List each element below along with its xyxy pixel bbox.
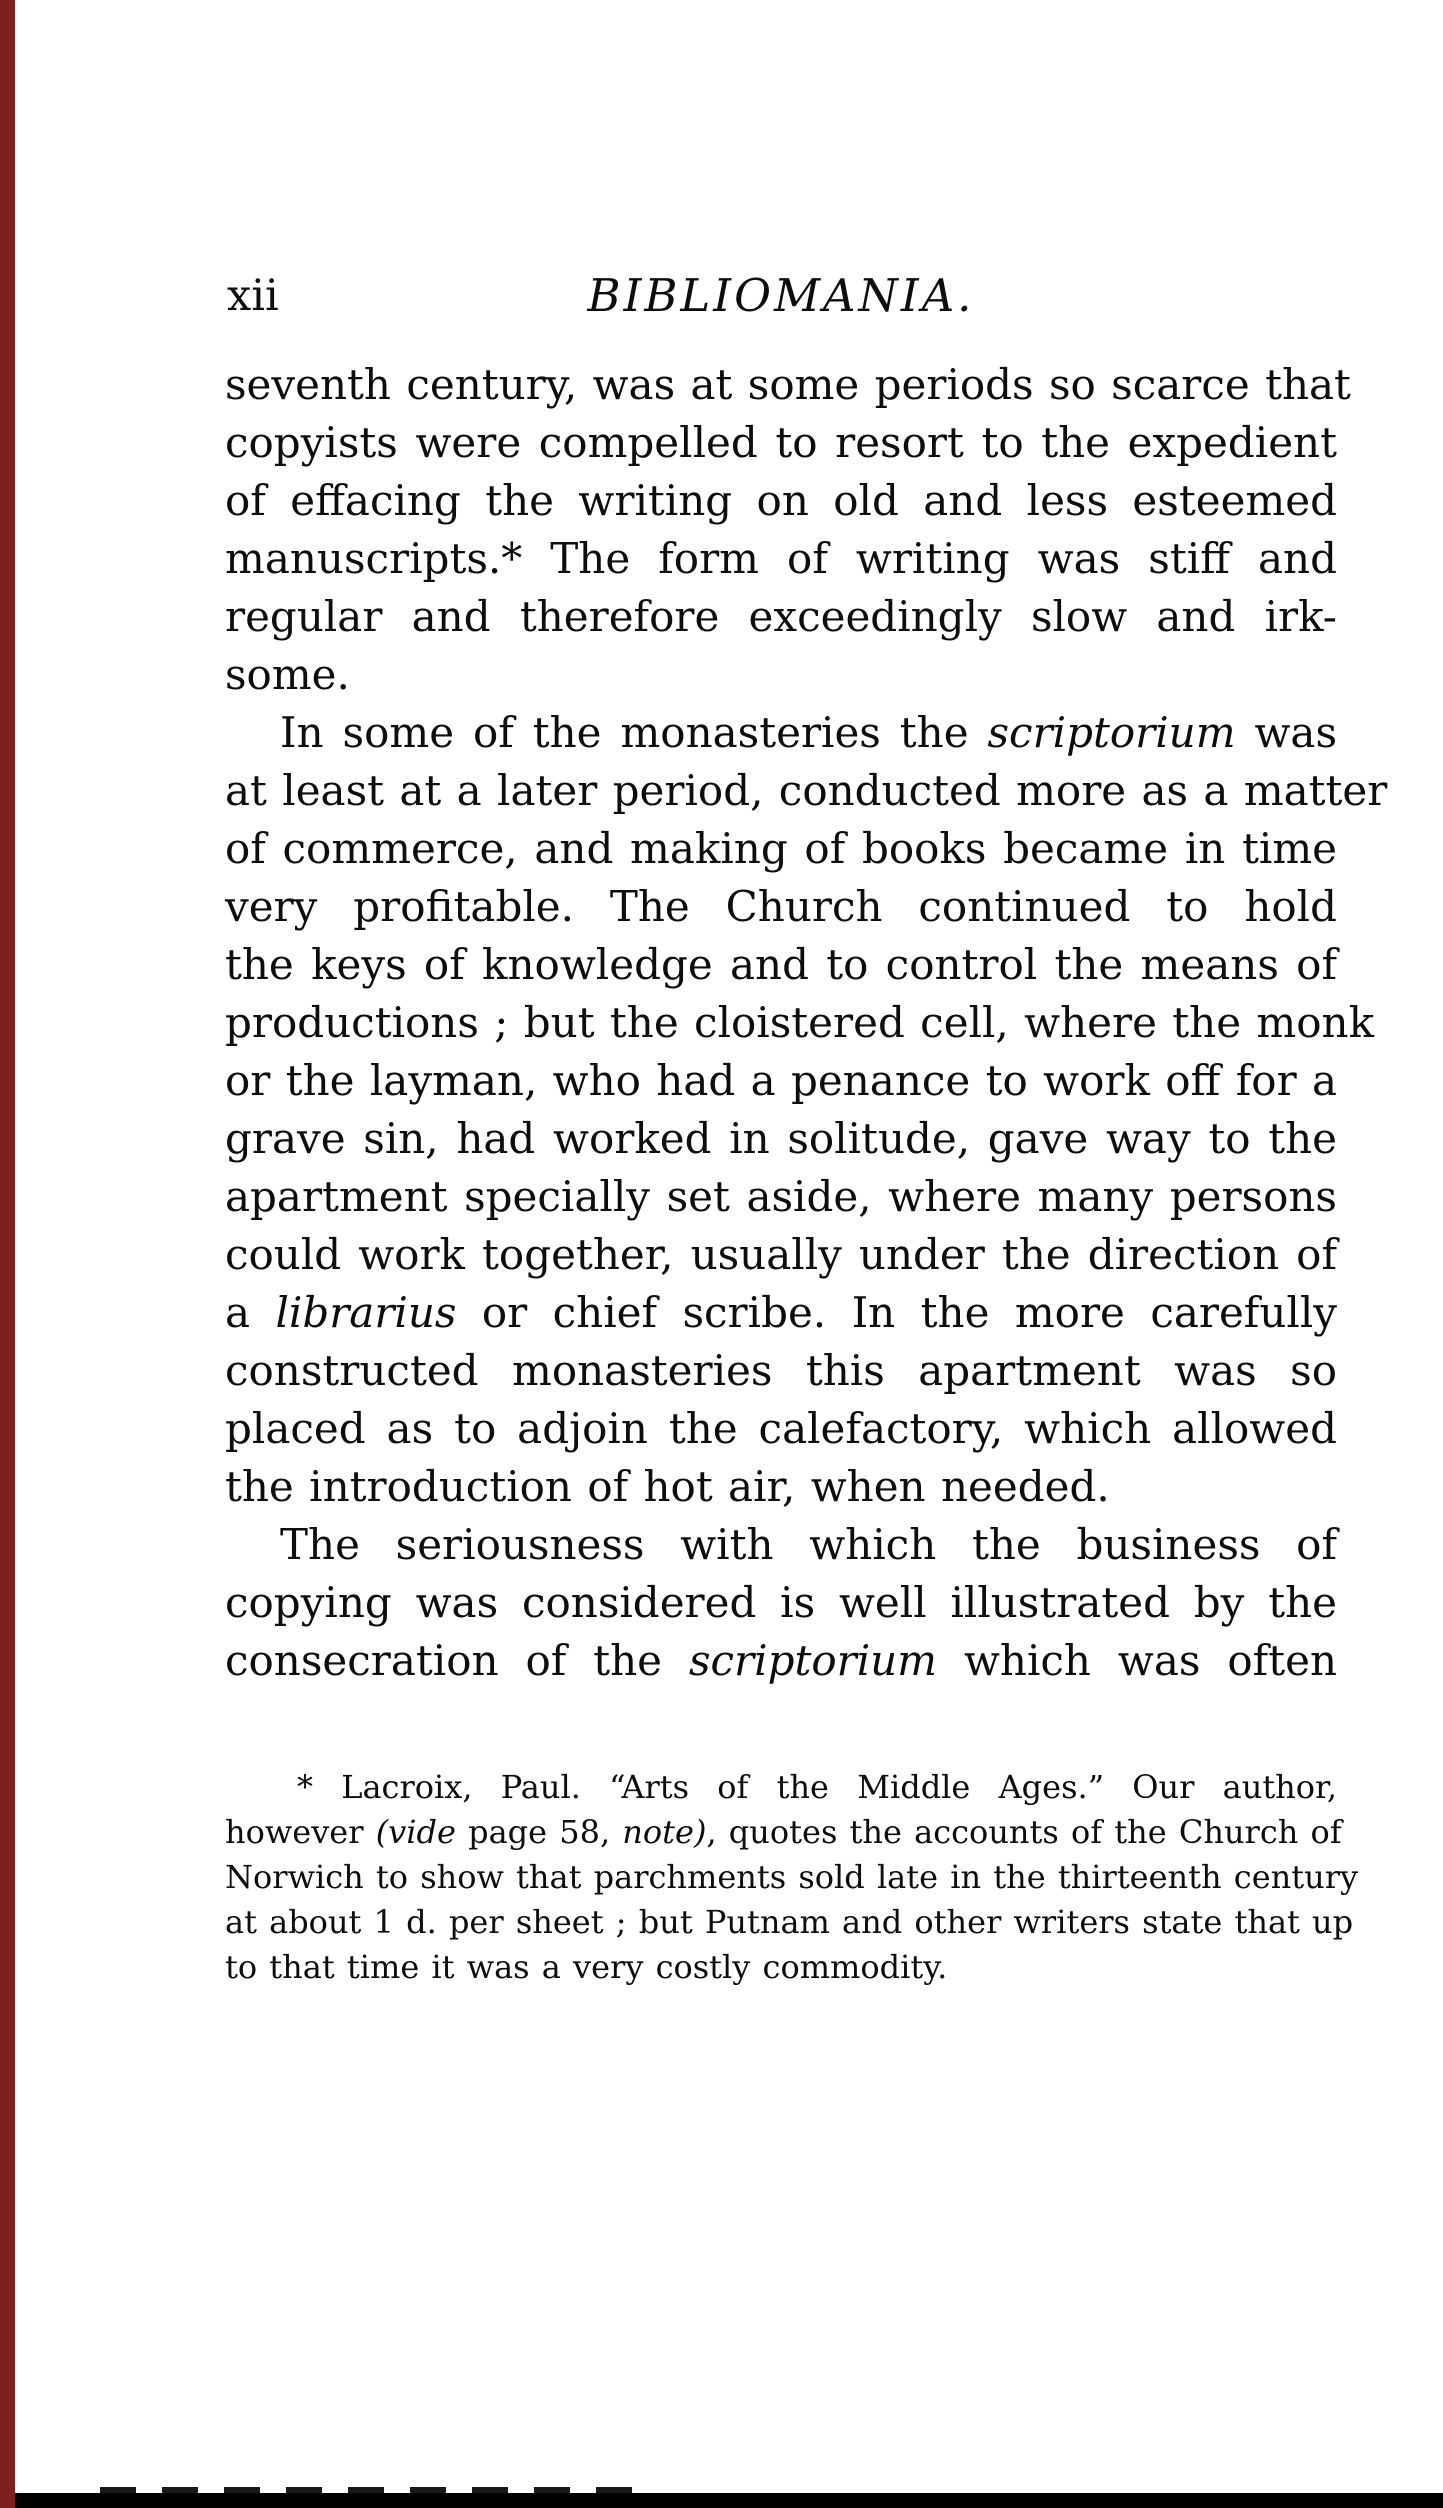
scan-left-edge-stripe — [0, 0, 15, 2508]
text-line: at least at a later period, conducted more as a matter — [225, 766, 1388, 815]
page-header — [225, 266, 1337, 326]
text-line: grave sin, had worked in solitude, gave way to the — [225, 1114, 1337, 1163]
text-line: productions ; but the cloistered cell, where the monk — [225, 998, 1375, 1047]
text-line: Norwich to show that parchments sold late in the thirteenth century — [225, 1858, 1359, 1896]
text-line: very profitable. The Church continued to hold — [225, 882, 1337, 931]
text-line: at about 1 d. per sheet ; but Putnam and other writers state that up — [225, 1903, 1354, 1941]
scan-bottom-bar — [15, 2493, 1443, 2508]
text-line: regular and therefore exceedingly slow and irk- — [225, 592, 1337, 641]
text-line: the introduction of hot air, when needed. — [225, 1462, 1110, 1511]
text-line: constructed monasteries this apartment was so — [225, 1346, 1337, 1395]
text-line: consecration of the scriptorium which was often — [225, 1636, 1337, 1685]
text-line: seventh century, was at some periods so scarce that — [225, 360, 1351, 409]
text-line: apartment specially set aside, where many persons — [225, 1172, 1337, 1221]
text-line: the keys of knowledge and to control the means of — [225, 940, 1337, 989]
text-line: copying was considered is well illustrated by the — [225, 1578, 1337, 1627]
scan-bottom-bar-dashes — [100, 2487, 640, 2495]
text-line: some. — [225, 650, 350, 699]
text-line: * Lacroix, Paul. “Arts of the Middle Ages.” Our author, — [297, 1768, 1337, 1806]
text-line: a librarius or chief scribe. In the more carefully — [225, 1288, 1337, 1337]
text-line: copyists were compelled to resort to the expedient — [225, 418, 1337, 467]
page-number: xii — [227, 271, 279, 321]
text-line: manuscripts.* The form of writing was stiff and — [225, 534, 1337, 583]
text-line: placed as to adjoin the calefactory, which allowed — [225, 1404, 1337, 1453]
text-line: In some of the monasteries the scriptorium was — [280, 708, 1337, 757]
text-line: The seriousness with which the business of — [280, 1520, 1337, 1569]
footnote — [225, 1765, 1359, 1990]
text-line: or the layman, who had a penance to work off for a — [225, 1056, 1338, 1105]
text-line: of commerce, and making of books became in time — [225, 824, 1337, 873]
running-title: BIBLIOMANIA. — [587, 269, 975, 322]
body-text — [225, 356, 1388, 1690]
text-line: of effacing the writing on old and less esteemed — [225, 476, 1337, 525]
text-line: however (vide page 58, note), quotes the accounts of the Church of — [225, 1813, 1342, 1851]
text-line: could work together, usually under the direction of — [225, 1230, 1337, 1279]
text-line: to that time it was a very costly commodity. — [225, 1948, 948, 1986]
